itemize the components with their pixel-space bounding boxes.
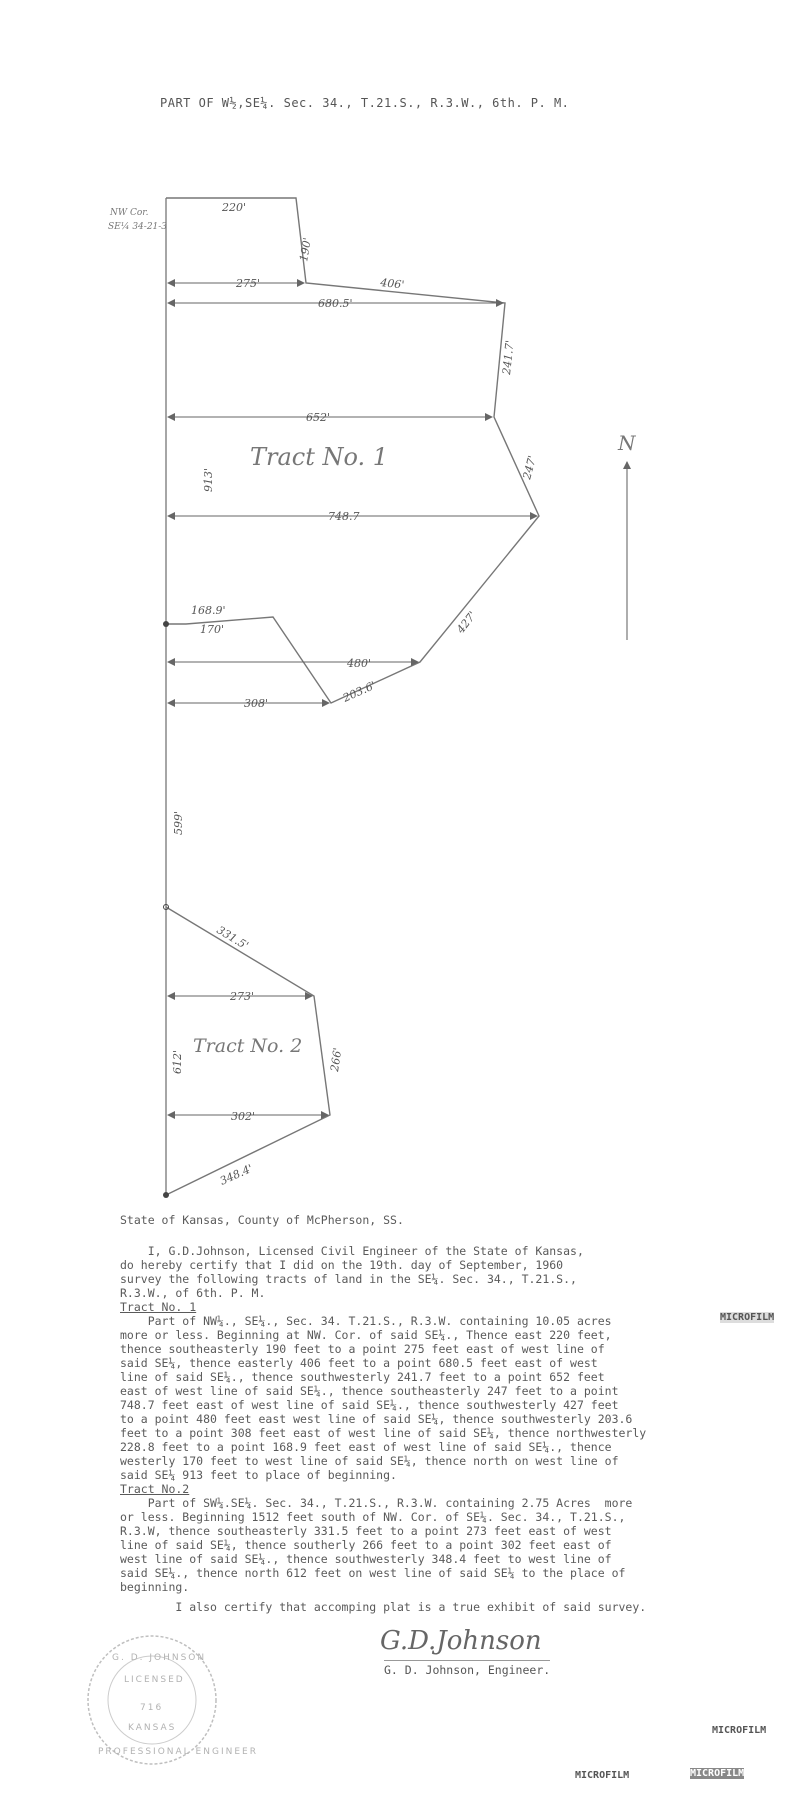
intro-line: I, G.D.Johnson, Licensed Civil Engineer of the State of Kansas,: [120, 1244, 584, 1258]
tract-1-line: feet to a point 308 feet east of west line of said SE¼, thence northwesterly: [120, 1426, 647, 1440]
tract-2-line: line of said SE¼, thence southerly 266 feet to a point 302 feet east of: [120, 1538, 612, 1552]
venue-line: State of Kansas, County of McPherson, SS.: [120, 1213, 404, 1227]
microfilm-stamp: MICROFILM: [720, 1312, 775, 1323]
corner-note-1: NW Cor.: [110, 208, 149, 218]
microfilm-stamp: MICROFILM: [575, 1770, 630, 1781]
tract-2-heading: Tract No.2: [120, 1482, 190, 1496]
svg-text:PROFESSIONAL ENGINEER: PROFESSIONAL ENGINEER: [98, 1747, 258, 1757]
intro-line: survey the following tracts of land in the SE¼. Sec. 34., T.21.S.,: [120, 1272, 577, 1286]
dim-273: 273': [230, 990, 255, 1003]
tract-2-label: Tract No. 2: [193, 1035, 303, 1057]
dim-599: 599': [172, 810, 185, 835]
tract-2-line: said SE¼., thence north 612 feet on west line of said SE¼ to the place of: [120, 1566, 626, 1580]
tract-1-line: said SE¼, thence easterly 406 feet to a point 680.5 feet east of west: [120, 1356, 598, 1370]
tract-2-line: beginning.: [120, 1580, 190, 1594]
handwritten-signature: G.D.Johnson: [380, 1626, 542, 1656]
typed-signature: G. D. Johnson, Engineer.: [384, 1660, 550, 1677]
north-label: N: [618, 431, 636, 455]
dim-7487: 748.7: [328, 510, 360, 523]
tract-1-line: more or less. Beginning at NW. Cor. of said SE¼., Thence east 220 feet,: [120, 1328, 612, 1342]
plat-title: PART OF W½,SE¼. Sec. 34., T.21.S., R.3.W., 6th. P. M.: [160, 96, 570, 110]
tract-1-line: said SE¼ 913 feet to place of beginning.: [120, 1468, 397, 1482]
tract-1-line: east of west line of said SE¼., thence southeasterly 247 feet to a point: [120, 1384, 619, 1398]
tract-1-line: to a point 480 feet east west line of said SE¼, thence southwesterly 203.6: [120, 1412, 633, 1426]
tract-1-line: line of said SE¼., thence southwesterly 241.7 feet to a point 652 feet: [120, 1370, 605, 1384]
tract-2-line: west line of said SE¼., thence southwesterly 348.4 feet to west line of: [120, 1552, 612, 1566]
dim-170: 170': [200, 623, 225, 636]
dim-612: 612': [171, 1049, 184, 1074]
engineer-seal: [88, 1636, 258, 1764]
dim-247: 247': [520, 454, 540, 481]
dim-652: 652': [306, 411, 331, 424]
dim-190: 190': [297, 236, 315, 263]
tract-1-line: thence southeasterly 190 feet to a point 275 feet east of west line of: [120, 1342, 605, 1356]
corner-point: [163, 1192, 169, 1198]
dim-480: 480': [347, 657, 372, 670]
dim-308: 308': [244, 697, 269, 710]
dim-680: 680.5': [318, 297, 353, 310]
tract-1-heading: Tract No. 1: [120, 1300, 197, 1314]
dim-275: 275': [236, 277, 261, 290]
tract-2-line: Part of SW¼.SE¼. Sec. 34., T.21.S., R.3.W. containing 2.75 Acres more: [120, 1496, 633, 1510]
dim-913: 913': [202, 467, 215, 492]
dim-2036: 203.6': [340, 678, 378, 705]
corner-point: [163, 621, 169, 627]
microfilm-stamp: MICROFILM: [712, 1725, 767, 1736]
dim-427: 427': [454, 608, 480, 636]
svg-text:KANSAS: KANSAS: [128, 1723, 177, 1733]
tract-1-line: Part of NW¼., SE¼., Sec. 34. T.21.S., R.3.W. containing 10.05 acres: [120, 1314, 612, 1328]
dim-2417: 241.7': [500, 339, 517, 376]
svg-text:LICENSED: LICENSED: [124, 1675, 185, 1685]
svg-text:G. D. JOHNSON: G. D. JOHNSON: [112, 1653, 207, 1663]
tract-1-line: 748.7 feet east of west line of said SE¼., thence southwesterly 427 feet: [120, 1398, 619, 1412]
dim-1689: 168.9': [191, 604, 226, 617]
dim-266: 266': [328, 1046, 345, 1073]
tract-2-line: or less. Beginning 1512 feet south of NW. Cor. of SE¼. Sec. 34., T.21.S.,: [120, 1510, 626, 1524]
dim-3315: 331.5': [214, 923, 251, 953]
intro-line: do hereby certify that I did on the 19th. day of September, 1960: [120, 1258, 564, 1272]
dim-3484: 348.4': [217, 1161, 255, 1188]
certify-line: I also certify that accomping plat is a true exhibit of said survey.: [120, 1600, 647, 1614]
dim-302: 302': [231, 1110, 256, 1123]
tract-1-label: Tract No. 1: [250, 443, 389, 471]
tract-1-line: westerly 170 feet to west line of said SE¼, thence north on west line of: [120, 1454, 619, 1468]
intro-line: R.3.W., of 6th. P. M.: [120, 1286, 266, 1300]
corner-note-2: SE¼ 34-21-3: [108, 222, 168, 232]
svg-text:716: 716: [140, 1703, 164, 1713]
tract-1-line: 228.8 feet to a point 168.9 feet east of west line of said SE¼., thence: [120, 1440, 612, 1454]
microfilm-stamp: MICROFILM: [690, 1768, 745, 1779]
tract-2-line: R.3.W, thence southeasterly 331.5 feet to a point 273 feet east of west: [120, 1524, 612, 1538]
dim-406: 406': [379, 276, 405, 292]
dim-220: 220': [222, 201, 247, 214]
